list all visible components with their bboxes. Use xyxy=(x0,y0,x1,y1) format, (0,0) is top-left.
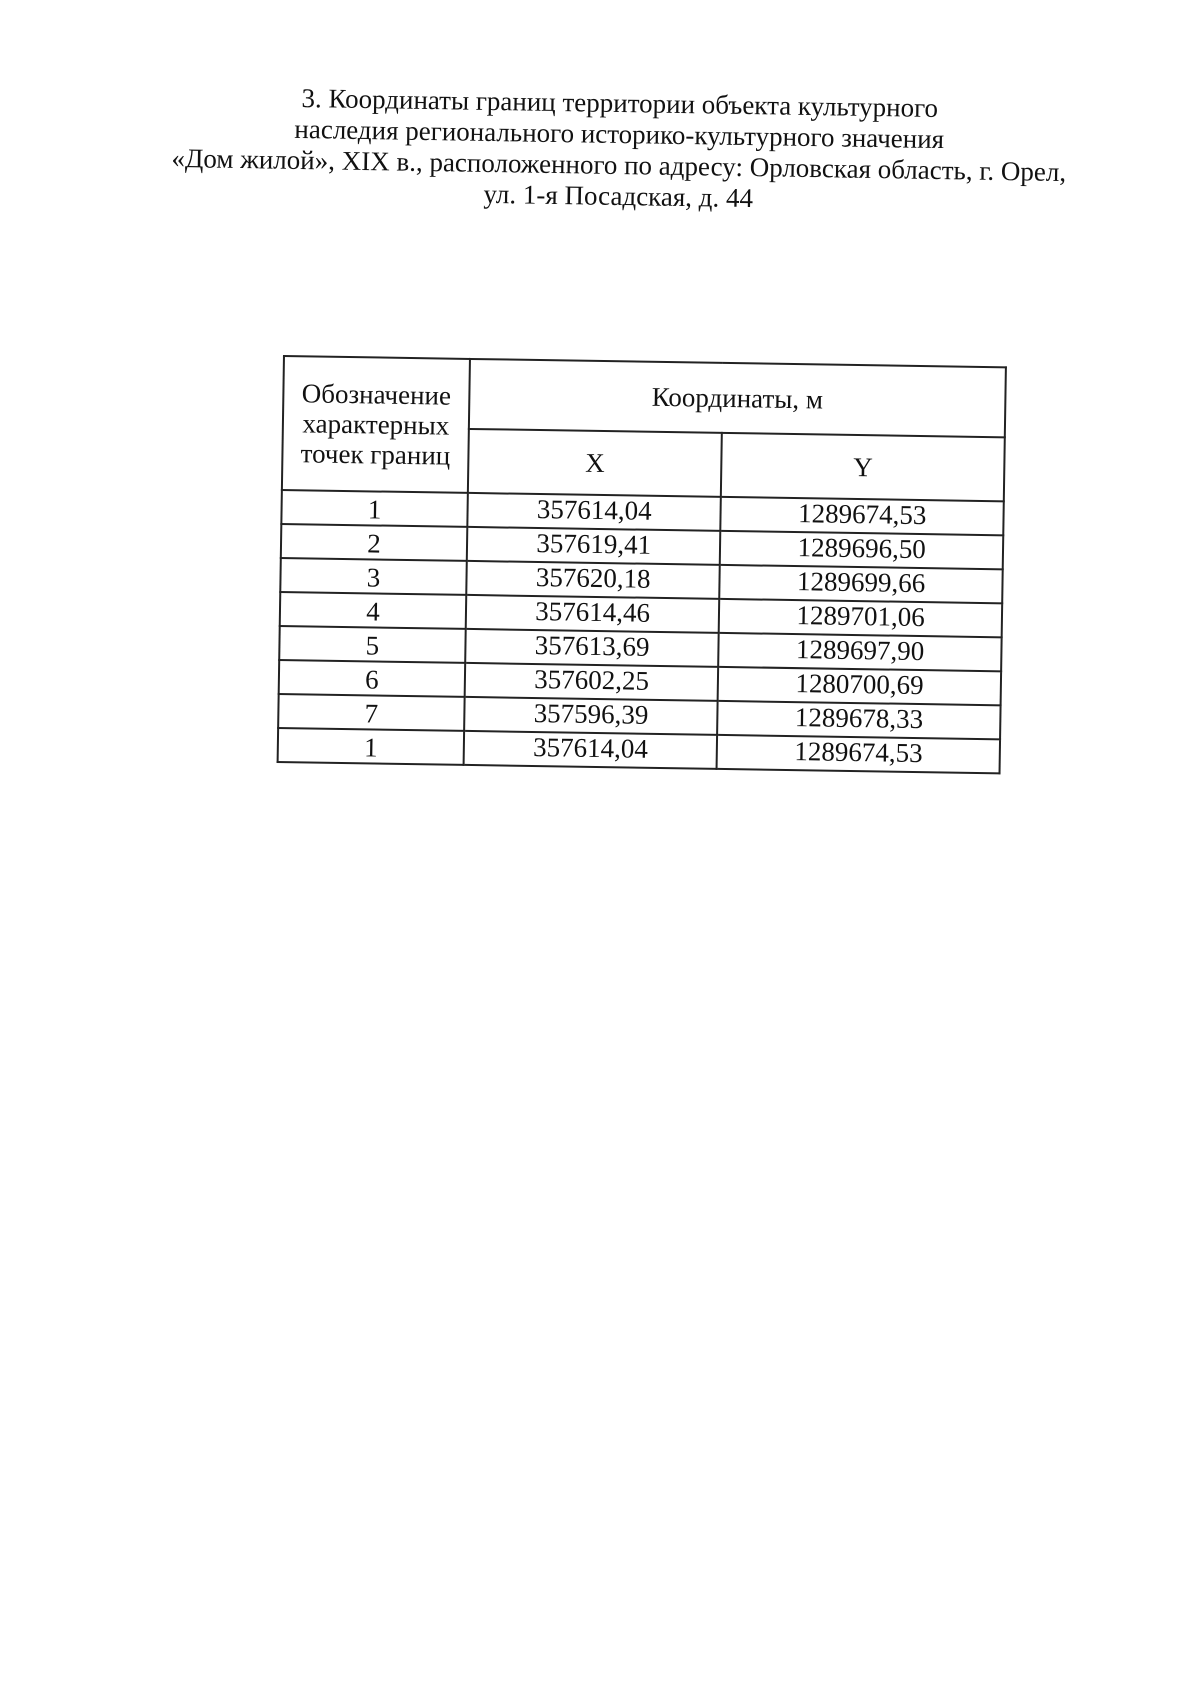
x-cell: 357614,04 xyxy=(464,731,718,769)
x-header: X xyxy=(468,429,722,497)
heading-line-2: наследия регионального историко-культурного значения xyxy=(294,113,945,155)
y-cell: 1289674,53 xyxy=(721,497,1004,535)
heading-line-4: ул. 1-я Посадская, д. 44 xyxy=(483,178,754,214)
y-cell: 1289674,53 xyxy=(717,735,1000,773)
y-cell: 1289699,66 xyxy=(720,565,1003,603)
x-cell: 357602,25 xyxy=(465,663,719,701)
table-header-row xyxy=(283,356,1006,437)
y-cell: 1280700,69 xyxy=(718,667,1001,705)
heading-line-1: 3. Координаты границ территории объекта культурного xyxy=(301,82,939,123)
x-cell: 357614,04 xyxy=(467,493,721,531)
point-designation-header: Обозначение характерных точек границ xyxy=(282,356,470,493)
coordinates-table xyxy=(277,355,1007,774)
y-cell: 1289697,90 xyxy=(718,633,1001,671)
y-cell: 1289678,33 xyxy=(717,701,1000,739)
coordinates-header: Координаты, м xyxy=(469,359,1006,437)
point-cell: 7 xyxy=(278,694,465,731)
point-cell: 2 xyxy=(281,524,468,561)
x-cell: 357619,41 xyxy=(467,527,721,565)
point-cell: 5 xyxy=(279,626,466,663)
point-cell: 4 xyxy=(280,592,467,629)
point-cell: 1 xyxy=(278,728,465,765)
x-cell: 357620,18 xyxy=(466,561,720,599)
x-cell: 357613,69 xyxy=(465,629,719,667)
y-header: Y xyxy=(721,433,1005,501)
x-cell: 357596,39 xyxy=(464,697,718,735)
heading-line-3: «Дом жилой», XIX в., расположенного по адресу: Орловская область, г. Орел, xyxy=(171,142,1067,188)
y-cell: 1289701,06 xyxy=(719,599,1002,637)
coordinates-table-container xyxy=(277,355,1007,774)
x-cell: 357614,46 xyxy=(466,595,720,633)
point-cell: 6 xyxy=(279,660,466,697)
point-cell: 1 xyxy=(281,490,468,527)
y-cell: 1289696,50 xyxy=(720,531,1003,569)
document-heading xyxy=(168,81,1070,219)
point-cell: 3 xyxy=(280,558,467,595)
